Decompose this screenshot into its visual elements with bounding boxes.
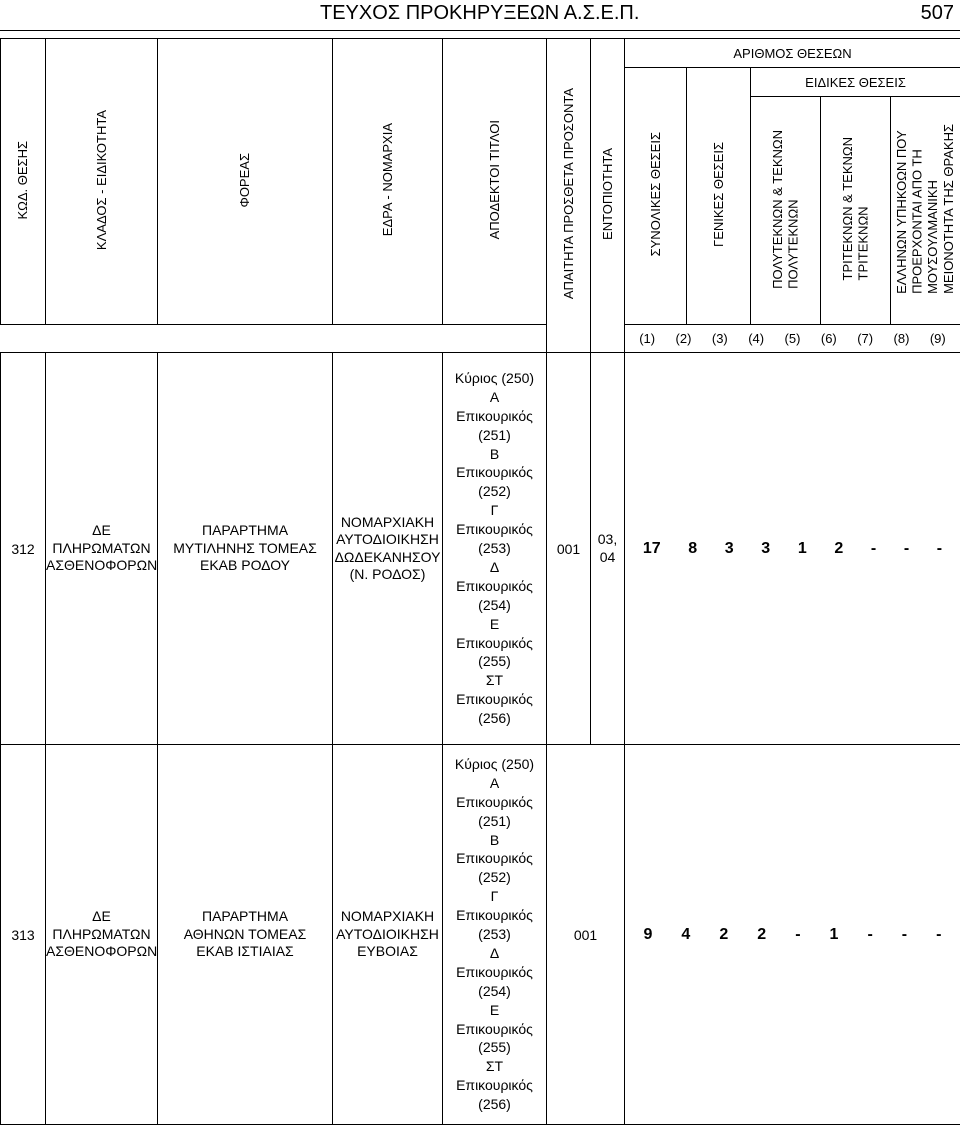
table-row [1,353,960,745]
row-values: 9 4 2 2 - 1 - - - [625,745,960,1125]
col-total: ΣΥΝΟΛΙΚΕΣ ΘΕΣΕΙΣ [625,68,687,325]
positions-table [0,38,960,1125]
row-agency: ΠΑΡΑΡΤΗΜΑ ΜΥΤΙΛΗΝΗΣ ΤΟΜΕΑΣ ΕΚΑΒ ΡΟΔΟΥ [158,353,333,745]
row-seat: ΝΟΜΑΡΧΙΑΚΗ ΑΥΤΟΔΙΟΙΚΗΣΗ ΕΥΒΟΙΑΣ [333,745,443,1125]
row-locality: 03, 04 [591,353,625,745]
col-locality: ΕΝΤΟΠΙΟΤΗΤΑ [591,39,625,353]
row-code: 312 [1,353,46,745]
col-positions: ΑΡΙΘΜΟΣ ΘΕΣΕΩΝ [625,39,960,68]
col-branch: ΚΛΑΔΟΣ - ΕΙΔΙΚΟΤΗΤΑ [46,39,158,325]
row-titles: Κύριος (250) Α Επικουρικός (251) Β Επικουρικός (252) Γ Επικουρικός (253) Δ Επικουρικός (254) Ε Επικουρικός (255) ΣΤ Επικουρικός (256) [443,745,547,1125]
header-title: ΤΕΥΧΟΣ ΠΡΟΚΗΡΥΞΕΩΝ Α.Σ.Ε.Π. [320,2,639,25]
page-number: 507 [921,2,954,25]
col-titles: ΑΠΟΔΕΚΤΟΙ ΤΙΤΛΟΙ [443,39,547,325]
row-seat: ΝΟΜΑΡΧΙΑΚΗ ΑΥΤΟΔΙΟΙΚΗΣΗ ΔΩΔΕΚΑΝΗΣΟΥ (Ν. ΡΟΔΟΣ) [333,353,443,745]
row-required: 001 [547,353,591,745]
col-general: ΓΕΝΙΚΕΣ ΘΕΣΕΙΣ [687,68,751,325]
col-special: ΕΙΔΙΚΕΣ ΘΕΣΕΙΣ [751,68,960,97]
page-header [0,0,960,31]
col-three-children: ΤΡΙΤΕΚΝΩΝ & ΤΕΚΝΩΝ ΤΡΙΤΕΚΝΩΝ [821,97,891,325]
row-code: 313 [1,745,46,1125]
col-code: ΚΩΔ. ΘΕΣΗΣ [1,39,46,325]
row-required: 001 [547,745,625,1125]
col-minority: ΕΛΛΗΝΩΝ ΥΠΗΚΟΩΝ ΠΟΥ ΠΡΟΕΡΧΟΝΤΑΙ ΑΠΟ ΤΗ ΜΟΥΣΟΥΛΜΑΝΙΚΗ ΜΕΙΟΝΟΤΗΤΑ ΤΗΣ ΘΡΑΚΗΣ [891,97,960,325]
table-row [1,745,960,1125]
column-numbers: (1) (2) (3) (4) (5) (6) (7) (8) (9) [625,325,960,353]
col-required: ΑΠΑΙΤΗΤΑ ΠΡΟΣΘΕΤΑ ΠΡΟΣΟΝΤΑ [547,39,591,353]
row-values: 17 8 3 3 1 2 - - - [625,353,960,745]
row-branch: ΔΕ ΠΛΗΡΩΜΑΤΩΝ ΑΣΘΕΝΟΦΟΡΩΝ [46,745,158,1125]
col-many-children: ΠΟΛΥΤΕΚΝΩΝ & ΤΕΚΝΩΝ ΠΟΛΥΤΕΚΝΩΝ [751,97,821,325]
col-seat: ΕΔΡΑ - ΝΟΜΑΡΧΙΑ [333,39,443,325]
row-branch: ΔΕ ΠΛΗΡΩΜΑΤΩΝ ΑΣΘΕΝΟΦΟΡΩΝ [46,353,158,745]
col-agency: ΦΟΡΕΑΣ [158,39,333,325]
row-agency: ΠΑΡΑΡΤΗΜΑ ΑΘΗΝΩΝ ΤΟΜΕΑΣ ΕΚΑΒ ΙΣΤΙΑΙΑΣ [158,745,333,1125]
row-titles: Κύριος (250) Α Επικουρικός (251) Β Επικουρικός (252) Γ Επικουρικός (253) Δ Επικουρικός (254) Ε Επικουρικός (255) ΣΤ Επικουρικός (256) [443,353,547,745]
